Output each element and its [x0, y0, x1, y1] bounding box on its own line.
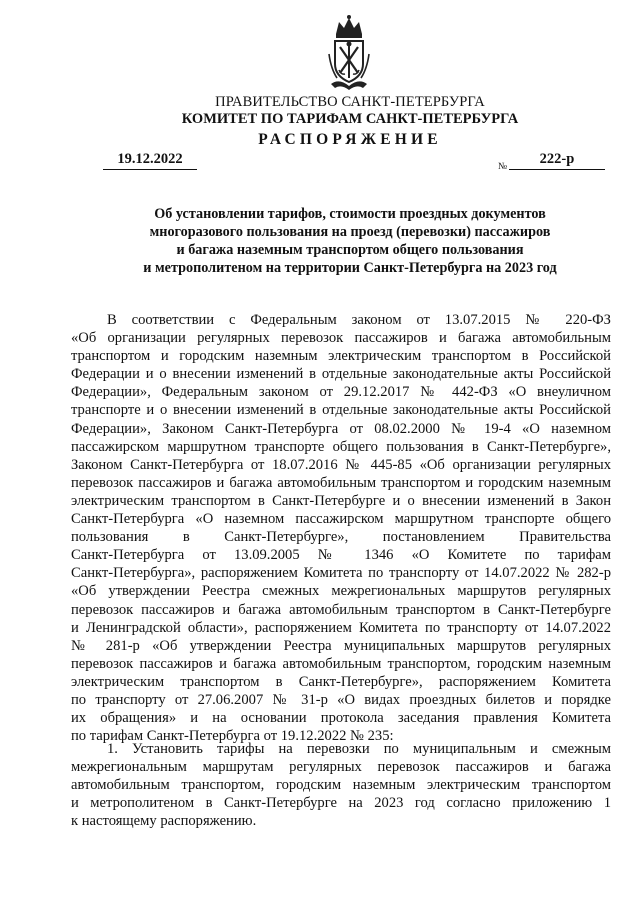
text-line: по тарифам Санкт-Петербурга от 19.12.2022 № 235:: [71, 728, 394, 745]
text-line: перевозок пассажиров и багажа автомобильным транспортом и городским наземным: [71, 474, 611, 491]
text-line: и метрополитеном в Санкт-Петербурге на 2023 год согласно приложению 1: [71, 795, 611, 812]
text-line: перевозок пассажиров и багажа автомобильным транспортом в Санкт-Петербурге: [71, 601, 611, 618]
text-line: и Ленинградской области», распоряжением Комитета по транспорту от 14.07.2022: [71, 619, 611, 636]
number-label: №: [498, 162, 508, 172]
text-line: пассажирском маршрутном транспорте общего пользования в Санкт-Петербурге»,: [71, 438, 611, 455]
text-line: Санкт-Петербурга «О наземном пассажирском маршрутном транспорте общего: [71, 511, 611, 528]
title-line: и багажа наземным транспортом общего пользования: [176, 242, 524, 258]
document-number: 222-р: [509, 151, 605, 170]
text-line: к настоящему распоряжению.: [71, 813, 257, 830]
text-line: по транспорту от 27.06.2007 № 31-р «О видах проездных билетов и порядке: [71, 691, 611, 708]
title-line: Об установлении тарифов, стоимости проездных документов: [154, 206, 546, 222]
text-line: «Об утверждении Реестра смежных межрегиональных маршрутов регулярных: [71, 583, 611, 600]
text-line: электрическим транспортом в Санкт-Петербурге», распоряжением Комитета: [71, 673, 611, 690]
document-date: 19.12.2022: [103, 151, 197, 170]
text-line: Федерации и о внесении изменений в отдельные законодательные акты Российской: [71, 366, 611, 383]
text-line: Федерации», Законом Санкт-Петербурга от 08.02.2000 № 19-4 «О наземном: [71, 420, 611, 437]
text-line: пользования в Санкт-Петербурге», постановлением Правительства: [71, 529, 611, 546]
title-line: и метрополитеном на территории Санкт-Петербурга на 2023 год: [143, 260, 557, 276]
coat-of-arms-icon: [327, 14, 371, 92]
text-line: Законом Санкт-Петербурга от 18.07.2016 № 445-85 «Об организации регулярных: [71, 456, 611, 473]
text-line: транспорте и о внесении изменений в отдельные законодательные акты Российской: [71, 402, 611, 419]
title-line: многоразового пользования на проезд (перевозки) пассажиров: [149, 224, 551, 240]
text-line: Санкт-Петербурга», распоряжением Комитета по транспорту от 14.07.2022 № 282-р: [71, 565, 611, 582]
government-heading: ПРАВИТЕЛЬСТВО САНКТ-ПЕТЕРБУРГА: [215, 94, 485, 110]
committee-heading: КОМИТЕТ ПО ТАРИФАМ САНКТ-ПЕТЕРБУРГА: [181, 111, 519, 127]
text-line: 1. Установить тарифы на перевозки по муниципальным и смежным: [107, 741, 611, 757]
document-title: [0, 205, 640, 277]
text-line: Федерации», Федеральным законом от 29.12.2017 № 442-ФЗ «О внеуличном: [71, 384, 611, 401]
text-line: электрическим транспортом в Санкт-Петербурге и о внесении изменений в Закон: [71, 492, 611, 509]
text-line: № 281-р «Об утверждении Реестра муниципальных маршрутов регулярных: [71, 637, 611, 654]
item-1-paragraph: [71, 740, 611, 830]
text-line: межрегиональным маршрутам регулярных перевозок пассажиров и багажа: [71, 759, 611, 776]
text-line: перевозок пассажиров и багажа автомобильным транспортом, городским наземным: [71, 655, 611, 672]
text-line: Санкт-Петербурга от 13.09.2005 № 1346 «О Комитете по тарифам: [71, 547, 611, 564]
text-line: автомобильным транспортом, городским наземным электрическим транспортом: [71, 777, 611, 794]
text-line: «Об организации регулярных перевозок пассажиров и багажа автомобильным: [71, 330, 611, 347]
preamble-paragraph: [71, 311, 611, 745]
text-line: В соответствии с Федеральным законом от 13.07.2015 № 220-ФЗ: [107, 312, 611, 328]
document-type-heading: РАСПОРЯЖЕНИЕ: [258, 131, 442, 148]
text-line: транспортом и городским наземным электрическим транспортом в Российской: [71, 348, 611, 365]
text-line: их обращения» и на основании протокола заседания правления Комитета: [71, 710, 611, 727]
